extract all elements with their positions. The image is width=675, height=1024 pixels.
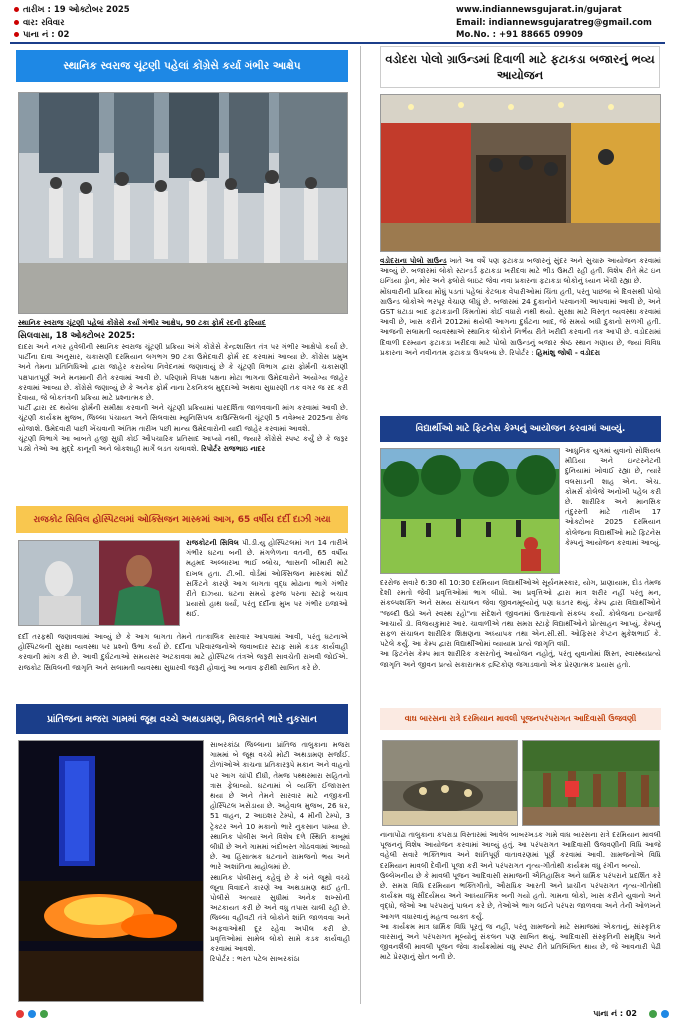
header-mobile: Mo.No. : +91 88665 09909 [456,30,584,40]
footer-dots-right [649,1010,669,1018]
dot-icon [661,1010,669,1018]
bullet-icon [14,32,19,37]
article3-text: સાબરકાંઠા જિલ્લાના પ્રાંતિજ તાલુકાના મજરા ગામમાં બે જૂથ વચ્ચે મોટી અથડામણ સર્જાઈ. ટોળાંઓએ કાચના પ્રતિકારરૂપે મકાન અને વાહનો પર આગ ચાંપી દીધી, તેમજ પથ્થરમારા સહિતનો ત્રાસ ફેલાવ્યો. ઘટનામાં બે વ્યક્તિ ઈજાગ્રસ્ત થયા છે અને તેમને સારવાર માટે નજીકની હોસ્પિટલ ખસેડાયા છે. અહેવાલ મુજબ, 26 ઘર, 51 વાહન, 2 આઇશર ટેમ્પો, 4 મીની ટેમ્પો, 3 ટ્રેક્ટર અને 10 મકાનો ભારે નુકસાન પામ્યા છે. સ્થાનિક પોલીસ અને વિશેષ દળે સ્થિતિ કાબૂમાં લીધી છે અને ગામમાં બંદોબસ્ત ગોઠવવામાં આવ્યો છે. આ હિંસાત્મક ઘટનાને ગ્રામજનો ભય અને ભારે અશાંતિના માહોલમાં છે. [210,740,350,872]
article4-body [380,256,661,406]
article2-lead: રાજકોટની સિવિલ [186,538,239,547]
article4-lead: વડોદરાના પોલો ગ્રાઉન્ડ [380,256,447,265]
header-email[interactable]: Email: indiannewsgujaratreg@gmail.com [456,17,652,28]
article4-reporter-label: રિપોર્ટર : [509,347,537,357]
article3-text2: સ્થાનિક પોલીસનું કહેવું છે કે બંને જૂથો વચ્ચે જૂના વિવાદને કારણે આ અથડામણ થઈ હતી. પોલીસે અત્યાર સુધીમાં અનેક શખ્સોની અટકાયત કરી છે અને વધુ તપાસ ચાલી રહી છે. જિલ્લા વહીવટી તંત્રે લોકોને શાંતિ જાળવવા અને અફવાઓથી દૂર રહેવા અપીલ કરી છે. પ્રવૃત્તિઓમાં સામેલ લોકો સામે કડક કાર્યવાહી કરવામાં આવશે. [210,872,350,954]
article4-reporter: હિમાંશુ જોષી - વડોદરા [536,347,601,357]
article5-body-side: આધુનિક યુગમાં યુવાનો સોશિયલ મીડિયા અને ઇન્ટરનેટની દુનિયામાં ખોવાઈ રહ્યા છે, ત્યારે વલસાડની શાહ એન. એચ. કોમર્સ કોલેજે અનોખી પહેલ કરી છે. શારીરિક અને માનસિક તંદુરસ્તી માટે તારીખ 17 ઓક્ટોબર 2025 દરમિયાન કોલેજના વિદ્યાર્થીઓ માટે ફિટનેસ કેમ્પનું આયોજન કરવામાં આવ્યું. [565,446,661,547]
article5-text2: દરરોજ સવારે 6:30 થી 10:30 દરમિયાન વિદ્યાર્થીઓએ સૂર્યનમસ્કાર, યોગ, પ્રાણાયામ, દોડ તેમજ દેશી રમતો જેવી પ્રવૃત્તિઓમાં ભાગ લીધો. આ પ્રવૃત્તિઓ દ્વારા માત્ર શરીર નહીં પરંતુ મન, સંકલ્પશક્તિ અને સમય સંચાલન જેવા જીવનમૂલ્યોનું પણ ઘડતર થયું. કેમ્પ દ્વારા વિદ્યાર્થીઓને "જલ્દી ઉઠો અને સ્વસ્થ રહો"ના સંદેશને જીવનમાં ઉતારવાનો સંકલ્પ કર્યો. કોલેજના ઇન્ચાર્જ આચાર્યે ડૉ. વિજયકુમાર આર. ચાવાળીએ તથા સમગ્ર સ્ટાફે વિદ્યાર્થીઓને પ્રોત્સાહન આપ્યું. કેમ્પનું સફળ સંચાલન શારીરિક શિક્ષણના અધ્યાપક તથા એન.સી.સી. ઓફિસર કેપ્ટન મુકેશભાઈ કે. પટેલે કર્યું. આ કેમ્પ દ્વારા વિદ્યાર્થીઓમાં વ્યાયામ પ્રત્યે જાગૃતિ વધી. [380,578,661,649]
article4-title: વડોદરા પોલો ગ્રાઉન્ડમાં દિવાળી માટે ફટાકડા બજારનું ભવ્ય આયોજન [380,46,660,88]
header-contact [456,4,661,42]
article4-text: ખાતે આ વર્ષે પણ ફટાકડા બજારનું સુંદર અને સુચારુ આયોજન કરવામાં આવ્યું છે. બજારમાં લોકો સ્ટાન્ડર્ડ ફટાકડા ખરીદવા માટે ભીડ ઉમટી રહી હતી. વિશેષ રીતે મેટ ઇન ઇન્ડિયા ડ્રોન, મોર અને ફ્લોરો લાઇટ જેવા નવા પ્રકારના ફટાકડા લોકોનું ધ્યાન ખેંચી રહ્યા છે. [380,256,661,286]
article5-photo [380,448,560,574]
article1-dateline: સિલવાસા, 18 ઓક્ટોબર 2025: [18,331,136,341]
article5-body [380,578,661,698]
article2-body-top [186,538,348,632]
article5-text3: આ ફિટનેસ કેમ્પ માત્ર શારીરિક કસરતોનું આયોજન નહોતું, પરંતુ યુવાનોમાં શિસ્ત, સ્વાસ્થ્યપ્રત્યે જાગૃતિ અને જીવન પ્રત્યે સકારાત્મક દ્રષ્ટિકોણ જગાડવાનો એક પ્રેરણાત્મક પ્રયાસ હતો. [380,649,661,669]
article2-text: પી.ડી.યુ હોસ્પિટલમાં ગત 14 તારીખે ગંભીર ઘટના બની છે. મંગળેળના વતની, 65 વર્ષીય મહમદ અલ્લારખા ભાઈ બ્લોચ, શ્વાસની બીમારી માટે દાખલ હતા. ટી.બી. વોર્ડમાં ઓક્સિજન માસ્કમાં શોર્ટ સર્કિટને કારણે આગ લાગતા વૃદ્ધ મોઢાના ભાગે ગંભીર રીતે દાઝ્યા. ઘટના સમયે ફરજ પરના સ્ટાફે બચાવ પ્રયાસો હાથ ધર્યા, પરંતુ દર્દીના મુખ પર ગંભીર ઇજાઓ થઈ. [186,538,348,619]
article1-photo [18,92,348,314]
article5-title: વિદ્યાર્થીઓ માટે ફિટનેસ કેમ્પનું આયોજન કરવામાં આવ્યું. [380,416,661,442]
article1-caption: સ્થાનિક સ્વરાજ ચૂંટણી પહેલાં કોંગ્રેસે કર્યા ગંભીર આક્ષેપ, 90 ટકા ફોર્મ રદની ફરિયાદ [18,318,266,327]
article3-photo [18,740,204,1002]
article2-body-bottom: દર્દી તરફથી જણાવવામાં આવ્યું છે કે આગ લાગતા તેમને તાત્કાલિક સારવાર આપવામાં આવી, પરંતુ ઘટનાએ હોસ્પિટલની સુરક્ષા વ્યવસ્થા પર પ્રશ્નો ઉભા કર્યા છે. દર્દીના પરિવારજનોએ જવાબદાર સ્ટાફ સામે કડક કાર્યવાહી કરવાની માંગ કરી છે. આવી દુર્ઘટનાઓ સમયસર અટકાવવા માટે હોસ્પિટલ તંત્રએ જરૂરી સાવચેતી રાખવી જોઈએ. રાજકોટ સિવિલની જાગૃતિ અને સલામતી વ્યવસ્થા સુધારવી જરૂરી હોવાનું આ બનાવ ફરીથી સાબિત કરે છે. [18,632,348,672]
dot-icon [40,1010,48,1018]
article6-text2: ઉલ્લેખનીય છે કે માવલી પૂજન આદિવાસી સમાજની ઐતિહાસિક અને ધાર્મિક પરંપરાને પ્રદર્શિત કરે છે. સમગ્ર વિધિ દરમિયાન ભક્તિગીતો, ઔરાધિક આરતી અને પ્રાચીન પરંપરાગત નૃત્ય-ગીતોથી કાર્યક્રમ વધુ સૌંદર્યમય અને આધ્યાત્મિક બની ગયો હતો. ગામના લોકો, ખાસ કરીને યુવાનો અને વૃદ્ધો, જેઓ આ પરંપરાનું પાલન કરે છે, તેઓએ ભાગ લઈને પરંપરા જાળવવા અને તેની ઓળખને આગળ વધારવાનું મહત્વ વ્યક્ત કર્યું. [380,870,661,921]
bullet-icon [14,7,19,12]
article1-reporter: રિપોર્ટર રાજભાઇ નાદર [201,444,266,454]
header-divider [10,42,665,44]
header-date: તારીખ : 19 ઓક્ટોબર 2025 [23,5,130,15]
header-meta [14,4,130,42]
article4-photo [380,94,661,252]
footer-dots-left [16,1010,48,1018]
article6-photo-right [522,740,660,826]
dot-icon [649,1010,657,1018]
header-pages: પાના નં : 02 [23,30,70,40]
article2-photo [18,540,180,626]
article1-text: દાદરા અને નગર હવેલીની સ્થાનિક સ્વરાજ ચૂંટણી પ્રક્રિયા અંગે કોંગ્રેસે કેન્દ્રશાસિત તંત્ર પર ગંભીર આક્ષેપો કર્યા છે. પાર્ટીના દાવા અનુસાર, ચકાસણી દરમિયાન લગભગ 90 ટકા ઉમેદવારી ફોર્મ રદ કરવામાં આવ્યા છે. કોંગ્રેસ પ્રમુખ અને તેમના પ્રતિનિધિઓ દ્વારા જાહેર કરાયેલા નિવેદનમાં જણાવાયું છે કે ચૂંટણી વિભાગ દ્વારા ફોર્મની ચકાસણી પક્ષપાતપૂર્ણ અને મનમાની રીતે કરવામાં આવી છે. પરિણામે વિપક્ષ પક્ષના મોટા ભાગના ઉમેદવારોને અયોગ્ય જાહેર કરવામાં આવ્યા છે. કોંગ્રેસે જણાવ્યું છે કે અનેક ફોર્મ નાના ટેકનિકલ મુદ્દાઓ અથવા સુધારણી તક વગર જ રદ કરી દેવાયા, જે લોકતંત્રની પ્રક્રિયા માટે પ્રશ્નાત્મક છે. [18,342,348,403]
header-website[interactable]: www.indiannewsgujarat.in/gujarat [456,5,622,15]
bullet-icon [14,20,19,25]
article4-text2: મોંઘવારીની પ્રક્રિયા મોંઘું પડતાં પહેલાં કેટલાક વેપારીઓમાં ચિંતા હતી, પરંતુ પાછલા બે દિવસથી પોલો ગ્રાઉન્ડ લોકોએ ભરપૂર વેચાણ લીધું છે. બજારમાં 24 દુકાનોને પરવાનગી આપવામાં આવી છે, અને GST ઘટાડા બાદ ફટાકડાની કિંમતોમાં કોઈ વધારો નથી થયો. સુરક્ષા માટે વિસ્તૃત વ્યવસ્થા કરવામાં આવી છે, ખાસ કરીને 2012માં થયેલી આગના દુર્ઘટના બાદ, જે સમયે બધી દુકાનો સળગી હતી. આજની સલામતી વ્યવસ્થાએ સ્થાનિક લોકોને નિર્ભય રીતે ખરીદી કરવાની તક આપી છે. વડોદરામાં દિવાળી દરમ્યાન ફટાકડા ખરીદવા માટે પોલો ગ્રાઉન્ડનું બજાર શ્રેષ્ઠ સ્થાન ગણાય છે, જ્યાં વિવિધ પ્રકારના અને નવીનતમ ફટાકડા ઉપલબ્ધ છે. [380,286,661,357]
page-footer [0,1006,675,1024]
article1-text3: ચૂંટણી વિભાગે આ બાબતે હજી સુધી કોઈ ઔપચારિક પ્રતિસાદ આપ્યો નથી, જ્યારે કોંગ્રેસે સ્પષ્ટ કર્યું છે કે જરૂર પડ્યે તેઓ આ મુદ્દે કાનૂની અને લોકશાહી માર્ગે લડત ચલાવશે. [18,433,348,454]
page-header [0,0,675,44]
article3-title: પ્રાંતિજના મજરા ગામમાં જૂથ વચ્ચે અથડામણ, મિલકતને ભારે નુકસાન [16,704,348,734]
article6-title: વાઘ બારસના રાત્રે દરમિયાન માવલી પૂજનપરંપરાગત આદિવાસી ઉજવણી [380,708,661,730]
article6-text3: આ કાર્યક્રમ માત્ર ધાર્મિક વિધિ પૂરતું જ નહીં, પરંતુ ગ્રામજનો માટે સમાજમાં એકતાનું, સાંસ્કૃતિક વારસાનું અને પરંપરાગત મૂલ્યોનું સંકલન પણ સાબિત થયું. આદિવાસી સંસ્કૃતિની સમૃદ્ધિ અને જીવનશૈલી માવલી પૂજન જેવા કાર્યક્રમોમાં વધુ સ્પષ્ટ રીતે પ્રતિબિંબિત થાય છે, જે આવનારી પેઢી માટે પ્રેરણાનું સ્રોત બની છે. [380,921,661,962]
header-day: વાર: રવિવાર [23,17,65,28]
article2-title: રાજકોટ સિવિલ હોસ્પિટલમાં ઓક્સિજન માસ્કમાં આગ, 65 વર્ષીય દર્દી દાઝી ગયા [16,506,348,533]
dot-icon [16,1010,24,1018]
article1-body [18,330,348,500]
dot-icon [28,1010,36,1018]
article1-text2: પાર્ટી દ્વારા રદ થયેલા ફોર્મની સમીક્ષા કરવાની અને ચૂંટણી પ્રક્રિયામાં પારદર્શિતા જાળવવાની માંગ કરવામાં આવી છે. ચૂંટણી કાર્યક્રમ મુજબ, જિલ્લા પંચાયત અને સિલવાસા મ્યુનિસિપલ કાઉન્સિલની ચૂંટણી 5 નવેમ્બર 2025ના રોજ યોજાશે. ઉમેદવારી પાછી ખેંચવાની અંતિમ તારીખ પછી માન્ય ઉમેદવારોની યાદી જાહેર કરવામાં આવશે. [18,403,348,433]
article3-reporter: રિપોર્ટર : ભરત પટેલ સાબરકાંઠા [210,954,300,964]
article6-body [380,830,661,1000]
column-divider [360,46,361,1004]
footer-page-number: પાના નં : 02 [593,1009,637,1018]
article1-title: સ્થાનિક સ્વરાજ ચૂંટણી પહેલાં કોંગ્રેસે કર્યા ગંભીર આક્ષેપ [16,50,348,82]
article6-photo-left [382,740,518,826]
article6-text: નાનાપોંઢા તાલુકાના કપરાડા વિસ્તારમાં આવેલ બાબરખડક ગામે વાઘ બારસના રાત્રે દરમિયાન માવલી પૂજનનું વિશેષ આયોજન કરવામાં આવ્યું હતું. આ પરંપરાગત આદિવાસી ઉજવણીની વિધિ આજે વહેલી સવારે ભક્તિભાવ અને શાંતિપૂર્ણ વાતાવરણમાં પૂર્ણ કરવામાં આવી. ગ્રામજનોએ વિધિ દરમિયાન માવલી દેવીની પૂજા કરી અને પરંપરાગત નૃત્ય-ગીતોથી કાર્યક્રમ વધુ રંગીન બન્યો. [380,830,661,870]
article3-body [210,740,350,1002]
